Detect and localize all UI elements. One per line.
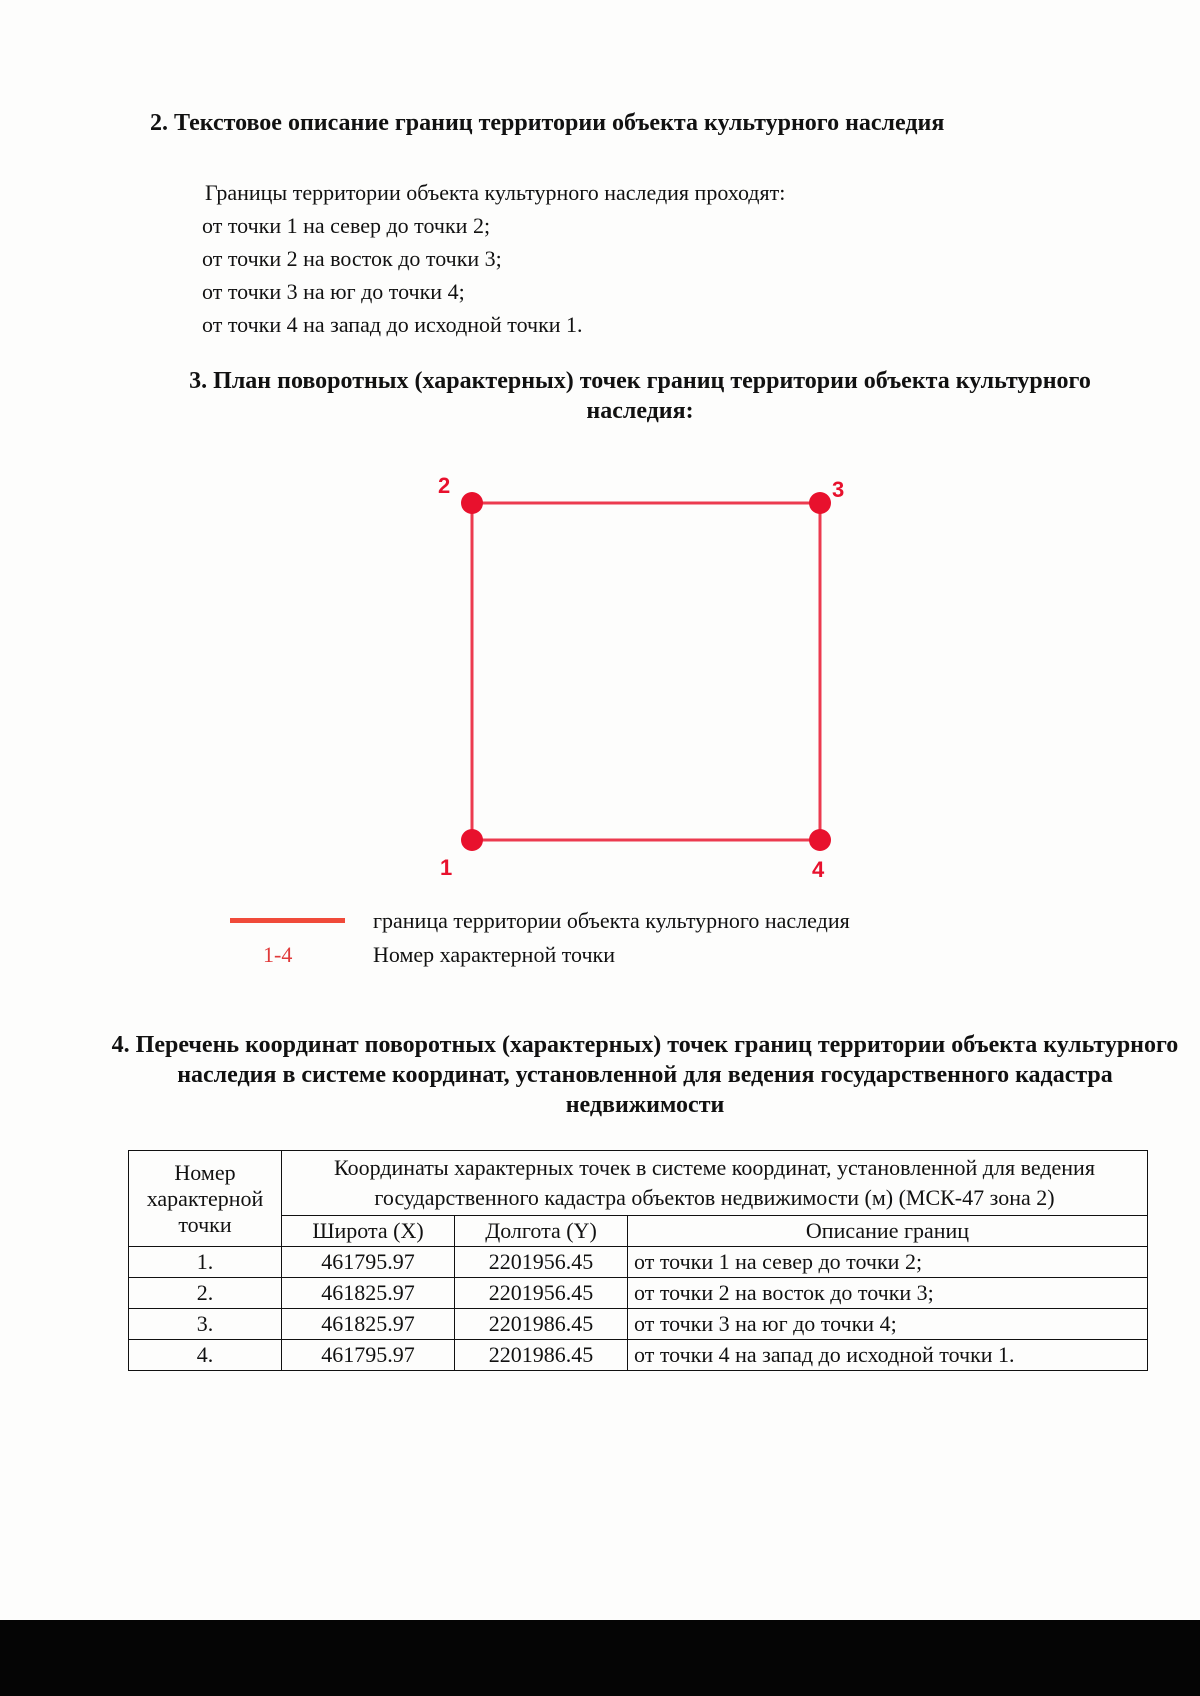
boundary-plan — [380, 455, 900, 895]
point-label-3: 3 — [832, 477, 845, 502]
table-row — [129, 1309, 1148, 1340]
row-longitude: 2201956.45 — [455, 1278, 628, 1309]
boundary-description — [202, 176, 786, 341]
legend-point-range: 1-4 — [263, 942, 293, 967]
table-header-row — [129, 1151, 1148, 1216]
row-latitude: 461795.97 — [282, 1340, 455, 1371]
row-latitude: 461825.97 — [282, 1309, 455, 1340]
coordinates-table — [128, 1150, 1148, 1371]
boundary-line-4: от точки 4 на запад до исходной точки 1. — [202, 312, 583, 337]
point-marker-2 — [461, 492, 483, 514]
row-latitude: 461795.97 — [282, 1247, 455, 1278]
point-marker-4 — [809, 829, 831, 851]
boundary-line-2: от точки 2 на восток до точки 3; — [202, 246, 502, 271]
row-latitude: 461825.97 — [282, 1278, 455, 1309]
row-description: от точки 3 на юг до точки 4; — [628, 1309, 1148, 1340]
legend-boundary-text: граница территории объекта культурного наследия — [373, 908, 850, 933]
point-label-2: 2 — [438, 473, 451, 498]
point-marker-1 — [461, 829, 483, 851]
header-description: Описание границ — [628, 1216, 1148, 1247]
table-row — [129, 1278, 1148, 1309]
section-2-heading: 2. Текстовое описание границ территории объекта культурного наследия — [150, 110, 945, 136]
point-label-4: 4 — [812, 857, 825, 882]
row-longitude: 2201986.45 — [455, 1309, 628, 1340]
row-description: от точки 1 на север до точки 2; — [628, 1247, 1148, 1278]
table-row — [129, 1340, 1148, 1371]
section-3-heading: 3. План поворотных (характерных) точек границ территории объекта культурного наследия: — [189, 368, 1091, 424]
row-longitude: 2201956.45 — [455, 1247, 628, 1278]
boundary-line-3: от точки 3 на юг до точки 4; — [202, 279, 465, 304]
header-point-number: Номер характерной точки — [129, 1151, 282, 1247]
boundary-intro: Границы территории объекта культурного наследия проходят: — [205, 180, 786, 205]
boundary-line-1: от точки 1 на север до точки 2; — [202, 213, 491, 238]
row-number: 3. — [129, 1309, 282, 1340]
row-longitude: 2201986.45 — [455, 1340, 628, 1371]
header-coordinates: Координаты характерных точек в системе координат, установленной для ведения государственного кадастра объектов недвижимости (м) (МСК-47 зона 2) — [282, 1151, 1148, 1216]
header-latitude: Широта (X) — [282, 1216, 455, 1247]
table-row — [129, 1247, 1148, 1278]
section-4-heading: 4. Перечень координат поворотных (характерных) точек границ территории объекта культурного наследия в системе координат, установленной для ведения государственного кадастра недвижимости — [111, 1032, 1179, 1118]
row-number: 4. — [129, 1340, 282, 1371]
table-subheader-row — [129, 1216, 1148, 1247]
row-description: от точки 2 на восток до точки 3; — [628, 1278, 1148, 1309]
boundary-polygon — [472, 503, 820, 840]
point-label-1: 1 — [440, 855, 453, 880]
legend-boundary-swatch — [230, 918, 345, 923]
point-marker-3 — [809, 492, 831, 514]
row-number: 2. — [129, 1278, 282, 1309]
legend-point-text: Номер характерной точки — [373, 942, 615, 967]
scan-bottom-edge — [0, 1620, 1200, 1696]
plan-legend — [225, 908, 1025, 988]
header-longitude: Долгота (Y) — [455, 1216, 628, 1247]
row-number: 1. — [129, 1247, 282, 1278]
row-description: от точки 4 на запад до исходной точки 1. — [628, 1340, 1148, 1371]
